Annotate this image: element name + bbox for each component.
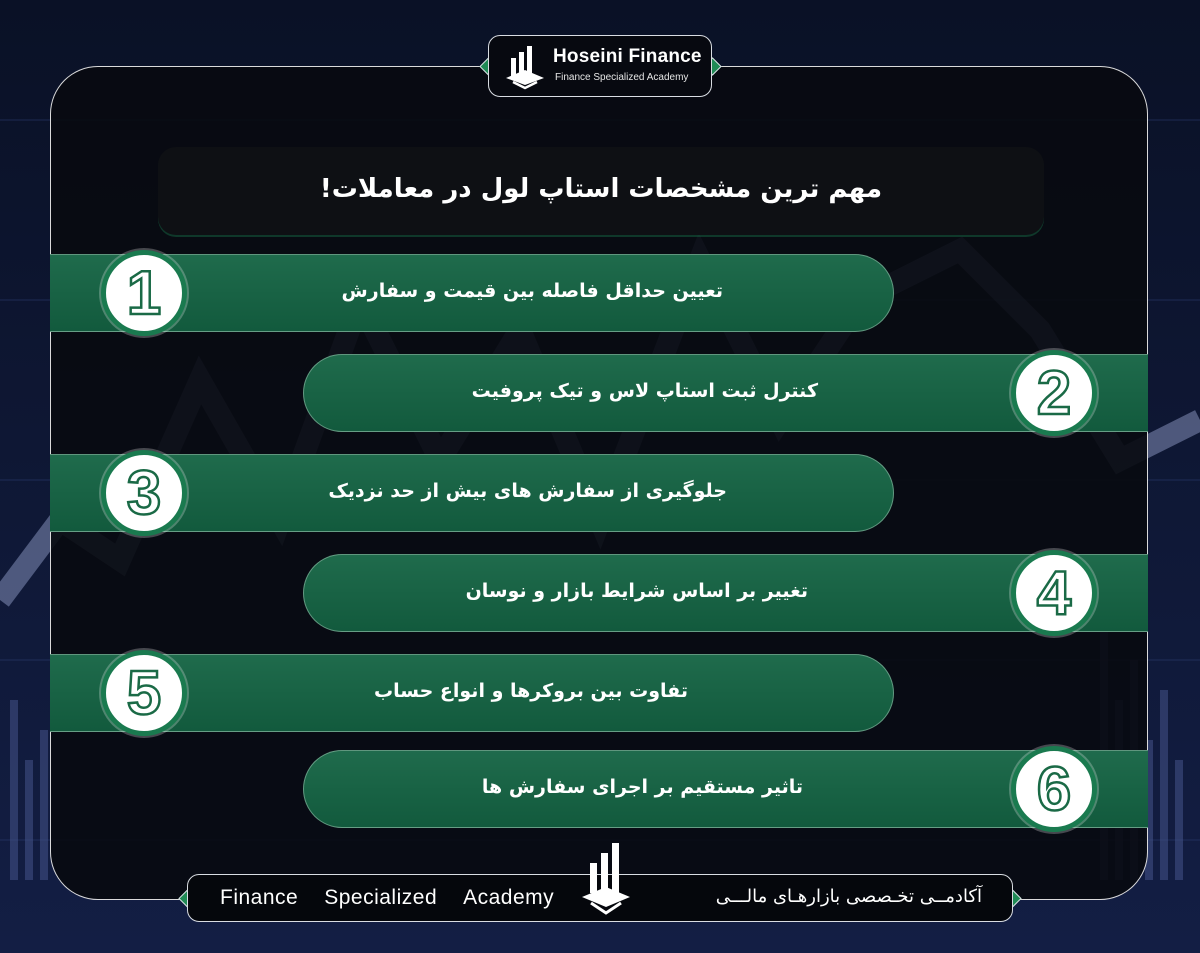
list-item-text: جلوگیری از سفارش های بیش از حد نزدیک xyxy=(328,480,727,502)
academy-building-icon xyxy=(503,44,547,90)
step-number-badge: 5 xyxy=(101,650,187,736)
list-item-text: کنترل ثبت استاپ لاس و تیک پروفیت xyxy=(471,380,818,402)
academy-building-icon xyxy=(578,841,634,921)
list-item-text: تفاوت بین بروکرها و انواع حساب xyxy=(374,680,688,702)
step-number-badge: 1 xyxy=(101,250,187,336)
footer-persian-text: آکادمــی تخـصصی بازارهـای مالـــی xyxy=(715,886,982,907)
step-number-badge: 2 xyxy=(1011,350,1097,436)
brand-logo xyxy=(488,35,712,97)
list-item-text: تغییر بر اساس شرایط بازار و نوسان xyxy=(465,580,808,602)
brand-name: Hoseini Finance xyxy=(553,46,702,67)
brand-tagline: Finance Specialized Academy xyxy=(555,72,689,83)
footer-banner xyxy=(187,874,1013,922)
list-item-text: تعیین حداقل فاصله بین قیمت و سفارش xyxy=(341,280,723,302)
step-number-badge: 6 xyxy=(1011,746,1097,832)
list-item-text: تاثیر مستقیم بر اجرای سفارش ها xyxy=(481,776,803,798)
title-banner xyxy=(158,147,1044,235)
step-number-badge: 3 xyxy=(101,450,187,536)
step-number-badge: 4 xyxy=(1011,550,1097,636)
page-title: مهم ترین مشخصات استاپ لول در معاملات! xyxy=(319,174,883,204)
footer-english-text: Finance Specialized Academy xyxy=(220,886,555,909)
